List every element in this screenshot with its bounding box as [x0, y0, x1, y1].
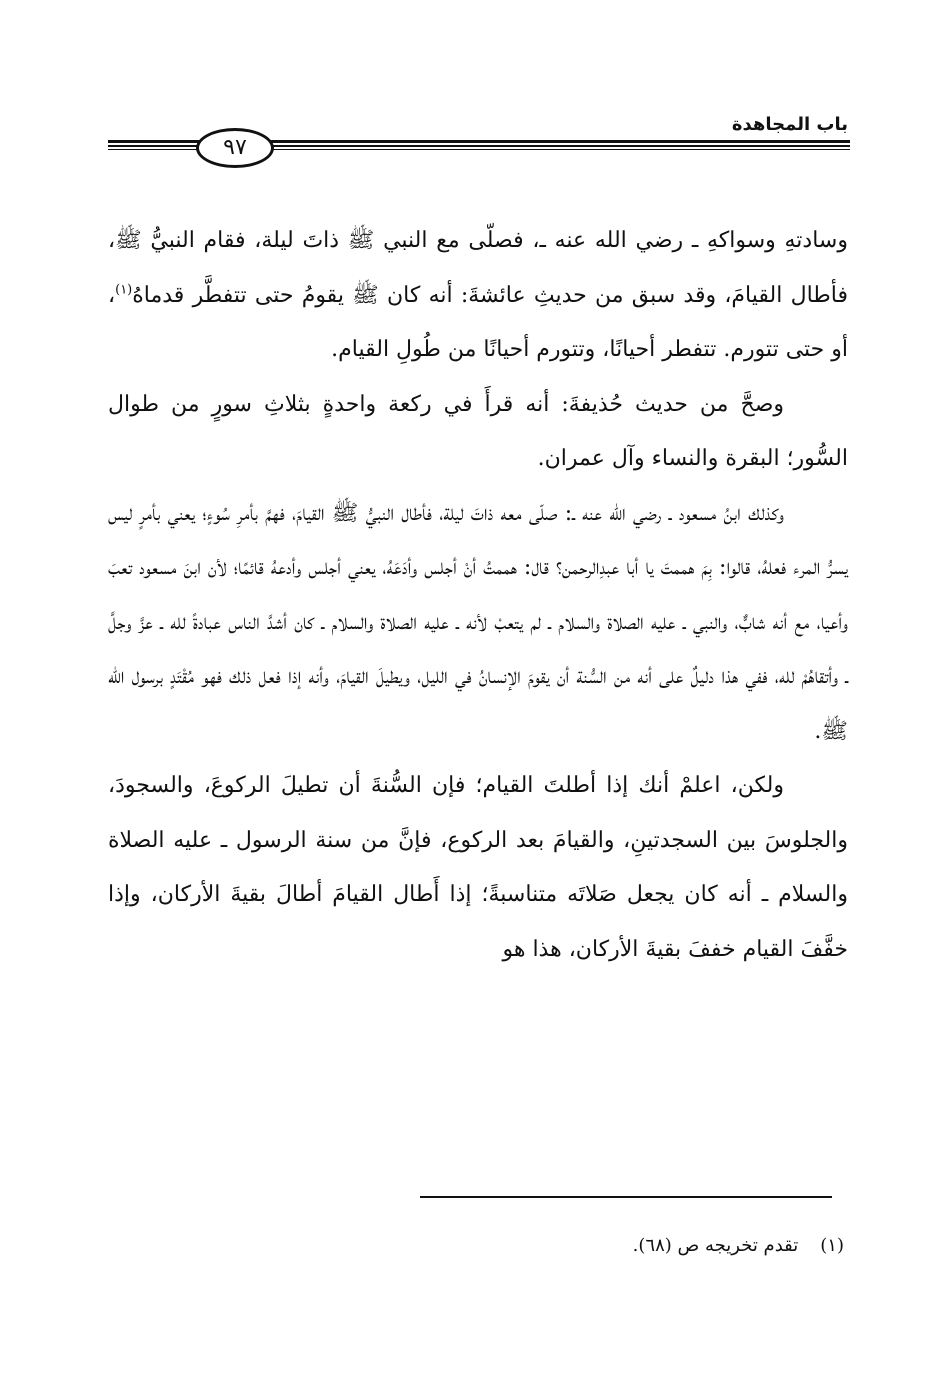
footnote-separator — [420, 1196, 832, 1198]
paragraph-text: وسادتهِ وسواكهِ ـ رضي الله عنه ـ، فصلّى مع النبي ﷺ ذاتَ ليلة، فقام النبيُّ ﷺ، فأطال القيامَ، وقد سبق من حديثِ عائشةَ: أنه كان ﷺ يقومُ حتى تتفطَّر قدماهُ — [108, 228, 848, 308]
footnote — [633, 1232, 844, 1260]
paragraph: وكذلك ابنُ مسعود ـ رضي الله عنه ـ: صلّى معه ذاتَ ليلة، فأطال النبيُّ ﷺ القيامَ، فهمَّ بأمرِ سُوءٍ؛ يعني بأمرٍ ليس يسرُّ المرء فعلهُ، قالوا: بِمَ هممتَ يا أبا عبدِالرحمن؟ قال: هممتُ أنْ أجلس وأدَعَهُ، يعني أجلس وأدعهُ قائمًا؛ لأن ابنَ مسعود تعبَ وأعيا، مع أنه شابٌّ، والنبي ـ عليه الصلاة والسلام ـ لم يتعبْ لأنه ـ عليه الصلاة والسلام ـ كان أشدَّ الناس عبادةً لله ـ عزَّ وجلَّ ـ وأتقاهُمْ لله، ففي هذا دليلٌ على أنه من السُّنة أن يقومَ الإنسانُ في الليل، ويطيلَ القيامَ، وأنه إذا فعل ذلك فهو مُقْتَدٍ برسول الله ﷺ. — [108, 500, 848, 744]
page-header — [108, 108, 850, 168]
footnote-text: تقدم تخريجه ص (٦٨). — [632, 1235, 799, 1256]
paragraph: ولكن، اعلمْ أنك إذا أطلتَ القيام؛ فإن السُّنةَ أن تطيلَ الركوعَ، والسجودَ، والجلوسَ بين السجدتينِ، والقيامَ بعد الركوع، فإنَّ من سنة الرسول ـ عليه الصلاة والسلام ـ أنه كان يجعل صَلاتَه متناسبةً؛ إذا أَطال القيامَ أطالَ بقيةَ الأركان، وإذا خفَّفَ القيام خففَ بقيةَ الأركان، هذا هو — [108, 773, 849, 962]
chapter-title: باب المجاهدة — [731, 114, 848, 135]
footnote-reference: (١) — [115, 282, 133, 298]
paragraph: وصحَّ من حديث حُذيفةَ: أنه قرأَ في ركعة واحدةٍ بثلاثِ سورٍ من طوال السُّور؛ البقرة والنساء وآل عمران. — [108, 391, 848, 471]
paragraph — [108, 214, 848, 378]
paragraph-text: ، أو حتى تتورم. تتفطر أحيانًا، وتتورم أحيانًا من طُولِ القيام. — [108, 282, 848, 362]
body-text — [108, 214, 848, 977]
footnote-number: (١) — [820, 1235, 844, 1256]
page-number: ٩٧ — [196, 128, 274, 168]
